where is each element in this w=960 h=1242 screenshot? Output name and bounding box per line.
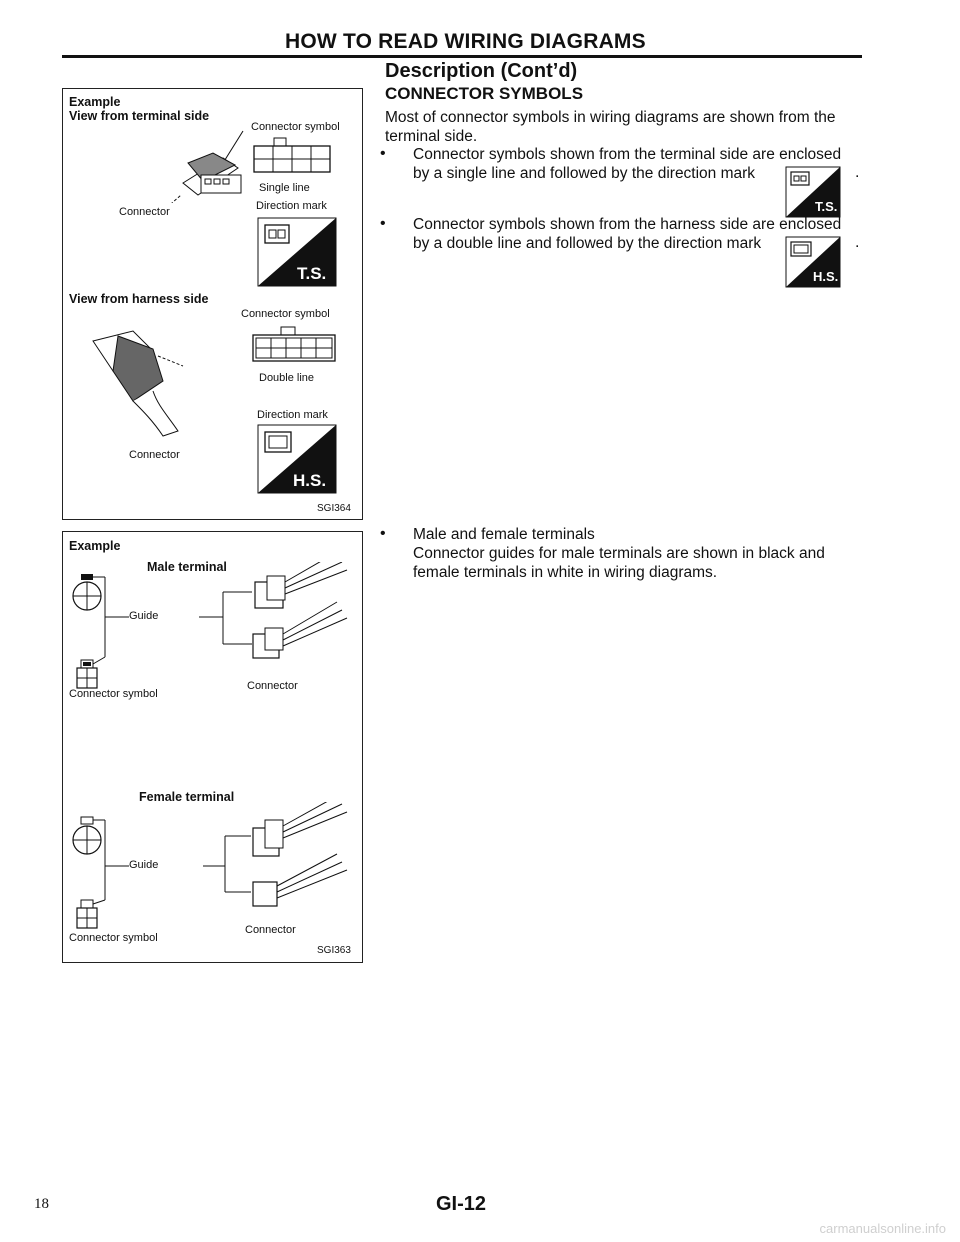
bullet-2-period: . xyxy=(855,234,860,251)
figure-terminal-harness-view xyxy=(62,88,363,520)
male-terminal-diagram-icon xyxy=(67,562,357,692)
fig1-ts-mark-icon xyxy=(257,217,337,287)
hs-direction-mark-icon xyxy=(785,236,841,288)
fig1-direction-mark-label-2: Direction mark xyxy=(257,409,328,421)
fig1-hs-mark-icon xyxy=(257,424,337,494)
fig2-guide-label: Guide xyxy=(129,610,159,622)
harness-side-connector-icon xyxy=(73,311,233,446)
single-line-connector-symbol xyxy=(248,137,338,177)
ts-mark-label: T.S. xyxy=(815,199,838,214)
fig2-example-label: Example xyxy=(69,539,121,553)
fig1-direction-mark-label: Direction mark xyxy=(256,200,327,212)
page-code: GI-12 xyxy=(436,1193,487,1215)
fig1-figure-code: SGI364 xyxy=(317,503,351,514)
page-number: 18 xyxy=(34,1196,49,1212)
fig1-single-line-label: Single line xyxy=(259,182,310,194)
intro-paragraph xyxy=(385,108,875,146)
figure-male-female-terminals xyxy=(62,531,363,963)
intro-line-2: terminal side. xyxy=(385,128,478,145)
bullet-3-line-3: female terminals in white in wiring diagrams. xyxy=(413,564,718,581)
fig1-connector-label: Connector xyxy=(119,206,170,218)
bullet-3-line-2: Connector guides for male terminals are shown in black and xyxy=(413,545,825,562)
fig1-terminal-side-label: View from terminal side xyxy=(69,109,210,123)
bullet-1-period: . xyxy=(855,164,860,181)
ts-direction-mark-icon xyxy=(785,166,841,218)
fig2-male-terminal-label: Male terminal xyxy=(147,560,227,574)
bullet-3-glyph: • xyxy=(380,525,386,542)
fig1-double-line-label: Double line xyxy=(259,372,315,384)
fig1-example-label: Example xyxy=(69,95,121,109)
fig2-figure-code: SGI363 xyxy=(317,945,351,956)
fig1-hs-label: H.S. xyxy=(293,471,327,490)
bullet-2-line-2: by a double line and followed by the direction mark xyxy=(413,235,762,252)
fig2-connector-symbol-label-2: Connector symbol xyxy=(69,932,158,944)
bullet-2-line-1: Connector symbols shown from the harness side are enclosed xyxy=(413,216,842,233)
intro-line-1: Most of connector symbols in wiring diagrams are shown from the xyxy=(385,109,836,126)
section-heading: CONNECTOR SYMBOLS xyxy=(385,84,584,103)
header-rule xyxy=(62,55,862,58)
page-header-title: HOW TO READ WIRING DIAGRAMS xyxy=(285,30,646,53)
fig2-connector-symbol-label: Connector symbol xyxy=(69,688,158,700)
female-terminal-diagram-icon xyxy=(67,802,357,937)
fig2-connector-label-2: Connector xyxy=(245,924,296,936)
fig1-connector-label-2: Connector xyxy=(129,449,180,461)
hs-mark-label: H.S. xyxy=(813,269,839,284)
page-subtitle: Description (Cont’d) xyxy=(385,60,578,82)
bullet-1-line-1: Connector symbols shown from the terminal side are enclosed xyxy=(413,146,842,163)
fig2-guide-label-2: Guide xyxy=(129,859,159,871)
bullet-3-line-1: Male and female terminals xyxy=(413,526,595,543)
fig1-ts-label: T.S. xyxy=(297,264,327,283)
bullet-1-glyph: • xyxy=(380,145,386,162)
fig1-connector-symbol-label-2: Connector symbol xyxy=(241,308,330,320)
fig2-connector-label: Connector xyxy=(247,680,298,692)
terminal-side-connector-icon xyxy=(123,123,263,203)
double-line-connector-symbol xyxy=(249,326,339,366)
fig1-harness-side-label: View from harness side xyxy=(69,292,209,306)
fig2-female-terminal-label: Female terminal xyxy=(139,790,235,804)
watermark: carmanualsonline.info xyxy=(819,1221,946,1236)
bullet-2-glyph: • xyxy=(380,215,386,232)
fig1-connector-symbol-label: Connector symbol xyxy=(251,121,340,133)
bullet-1-line-2: by a single line and followed by the direction mark xyxy=(413,165,756,182)
